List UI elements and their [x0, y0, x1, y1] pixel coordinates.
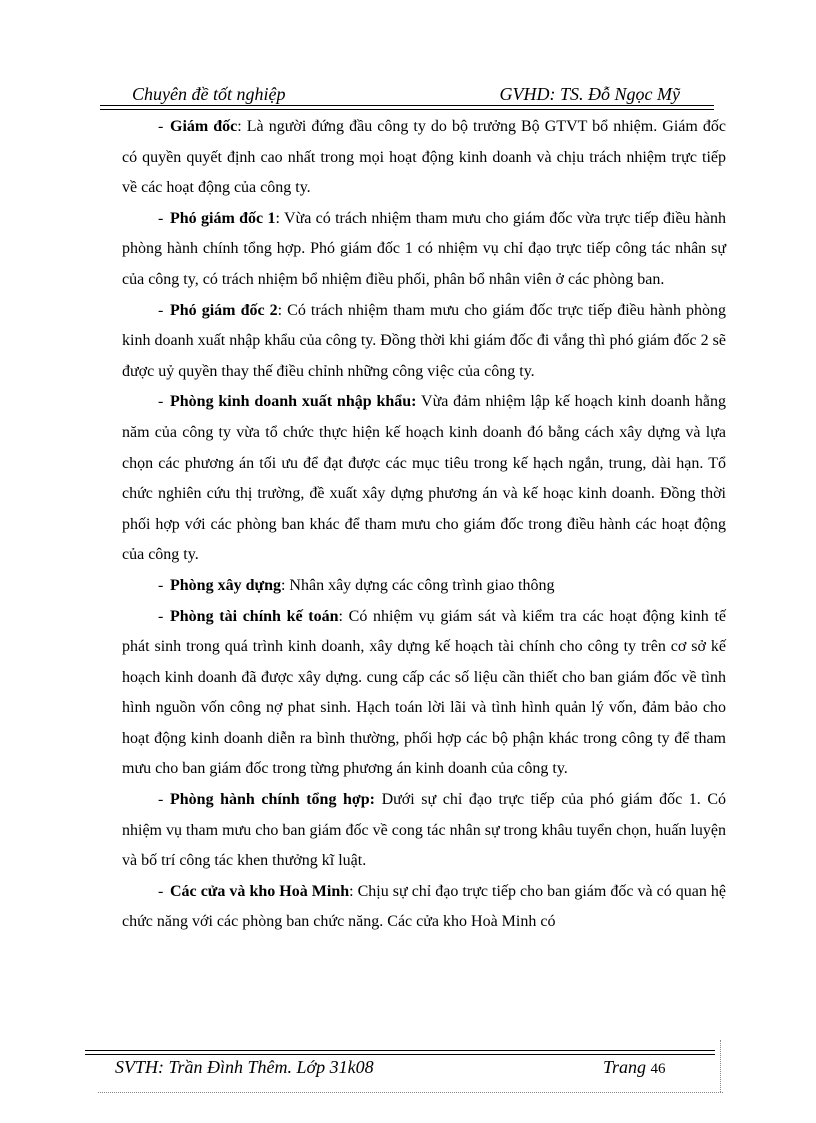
page-border-shadow — [720, 1040, 724, 1092]
page-header — [100, 80, 714, 106]
paragraph-pho-giam-doc-1: - Phó giám đốc 1: Vừa có trách nhiệm tham mưu cho giám đốc vừa trực tiếp điều hành phòng hành chính tổng hợp. Phó giám đốc 1 có nhiệm vụ chỉ đạo trực tiếp công tác nhân sự của công ty, có trách nhiệm bổ nhiệm điều phối, phân bổ nhân viên ở các phòng ban. — [122, 209, 726, 288]
header-rule — [100, 105, 714, 106]
term: Giám đốc — [170, 118, 238, 135]
page-number-label — [603, 1057, 666, 1078]
footer-rule — [85, 1050, 715, 1051]
term: Các cửa và kho Hoà Minh — [170, 882, 350, 900]
page-number: 46 — [650, 1061, 666, 1077]
term: Phó giám đốc 1 — [170, 209, 276, 227]
paragraph-text: : Là người đứng đầu công ty do bộ trưởng Bộ GTVT bổ nhiệm. Giám đốc có quyền quyết định cao nhất trong mọi hoạt động kinh doanh và chịu trách nhiệm trực tiếp về các hoạt động của công ty. — [122, 118, 726, 197]
paragraph-text: Dưới sự chỉ đạo trực tiếp của phó giám đốc 1. Có nhiệm vụ tham mưu cho ban giám đốc về cong tác nhân sự trong khâu tuyển chọn, huấn luyện và bố trí công tác khen thưởng kĩ luật. — [122, 791, 727, 870]
paragraph-text: Vừa đảm nhiệm lập kế hoạch kinh doanh hằng năm của công ty vừa tổ chức thực hiện kế hoạch kinh doanh đó bằng cách xây dựng và lựa chọn các phương án tối ưu để đạt được các mục tiêu trong kế hạch ngắn, trung, dài hạn. Tổ chức nghiên cứu thị trường, đề xuất xây dựng phương án và kế hoạc kinh doanh. Đồng thời phối hợp với các phòng ban khác để tham mưu cho giám đốc trong điều hành các hoạt động của công ty. — [122, 393, 726, 564]
paragraph-phong-kinh-doanh: - Phòng kinh doanh xuất nhập khẩu: Vừa đảm nhiệm lập kế hoạch kinh doanh hằng năm của công ty vừa tổ chức thực hiện kế hoạch kinh doanh đó bằng cách xây dựng và lựa chọn các phương án tối ưu để đạt được các mục tiêu trong kế hạch ngắn, trung, dài hạn. Tổ chức nghiên cứu thị trường, đề xuất xây dựng phương án và kế hoạc kinh doanh. Đồng thời phối hợp với các phòng ban khác để tham mưu cho giám đốc trong điều hành các hoạt động của công ty. — [122, 393, 726, 564]
paragraph-phong-tai-chinh: - Phòng tài chính kế toán: Có nhiệm vụ giám sát và kiểm tra các hoạt động kinh tế phát sinh trong quá trình kinh doanh, xây dựng kế hoạch tài chính cho công ty trên cơ sở kế hoạch kinh doanh đã được xây dựng. cung cấp các số liệu cần thiết cho ban giám đốc về tình hình nguồn vốn công nợ phat sinh. Hạch toán lời lãi và tình hình quản lý vốn, đảm bảo cho hoạt động kinh doanh diễn ra bình thường, phối hợp các bộ phận khác trong công ty để tham mưu cho ban giám đốc trong từng phương án kinh doanh của công ty. — [122, 607, 727, 778]
term: Phòng tài chính kế toán — [170, 607, 339, 625]
document-body — [122, 112, 726, 938]
page-footer — [115, 1055, 715, 1081]
paragraph-text: : Nhân xây dựng các công trình giao thông — [280, 576, 555, 594]
paragraph-cac-cua-kho: - Các cửa và kho Hoà Minh: Chịu sự chỉ đạo trực tiếp cho ban giám đốc và có quan hệ chức năng với các phòng ban chức năng. Các cửa kho Hoà Minh có — [122, 882, 726, 931]
footer-student: SVTH: Trần Đình Thêm. Lớp 31k08 — [115, 1057, 374, 1077]
paragraph-text: : Có trách nhiệm tham mưu cho giám đốc trực tiếp điều hành phòng kinh doanh xuất nhập khẩu của công ty. Đồng thời khi giám đốc đi vắng thì phó giám đốc 2 sẽ được uỷ quyền thay thế điều chỉnh những công việc của công ty. — [122, 301, 727, 380]
paragraph-text: : Có nhiệm vụ giám sát và kiểm tra các hoạt động kinh tế phát sinh trong quá trình kinh doanh, xây dựng kế hoạch tài chính cho công ty trên cơ sở kế hoạch kinh doanh đã được xây dựng. cung cấp các số liệu cần thiết cho ban giám đốc về tình hình nguồn vốn công nợ phat sinh. Hạch toán lời lãi và tình hình quản lý vốn, đảm bảo cho hoạt động kinh doanh diễn ra bình thường, phối hợp các bộ phận khác trong công ty để tham mưu cho ban giám đốc trong từng phương án kinh doanh của công ty. — [122, 607, 727, 778]
paragraph-phong-xay-dung: - Phòng xây dựng: Nhân xây dựng các công trình giao thông — [158, 576, 555, 594]
term: Phòng hành chính tổng hợp: — [170, 791, 375, 809]
term: Phòng kinh doanh xuất nhập khẩu: — [170, 393, 417, 411]
term: Phó giám đốc 2 — [170, 301, 278, 319]
paragraph-giam-doc: - Giám đốc: Là người đứng đầu công ty do bộ trưởng Bộ GTVT bổ nhiệm. Giám đốc có quyền quyết định cao nhất trong mọi hoạt động kinh doanh và chịu trách nhiệm trực tiếp về các hoạt động của công ty. — [122, 118, 726, 197]
header-advisor: GVHD: TS. Đỗ Ngọc Mỹ — [499, 84, 680, 104]
page-border-shadow — [98, 1092, 723, 1093]
header-rule — [100, 109, 714, 110]
term: Phòng xây dựng — [170, 576, 281, 594]
paragraph-text: : Vừa có trách nhiệm tham mưu cho giám đốc vừa trực tiếp điều hành phòng hành chính tổng hợp. Phó giám đốc 1 có nhiệm vụ chỉ đạo trực tiếp công tác nhân sự của công ty, có trách nhiệm bổ nhiệm điều phối, phân bổ nhân viên ở các phòng ban. — [122, 209, 726, 288]
paragraph-text: : Chịu sự chỉ đạo trực tiếp cho ban giám đốc và có quan hệ chức năng với các phòng ban chức năng. Các cửa kho Hoà Minh có — [122, 882, 726, 931]
header-title: Chuyên đề tốt nghiệp — [132, 84, 286, 104]
paragraph-pho-giam-doc-2: - Phó giám đốc 2: Có trách nhiệm tham mưu cho giám đốc trực tiếp điều hành phòng kinh doanh xuất nhập khẩu của công ty. Đồng thời khi giám đốc đi vắng thì phó giám đốc 2 sẽ được uỷ quyền thay thế điều chỉnh những công việc của công ty. — [122, 301, 727, 380]
paragraph-phong-hanh-chinh: - Phòng hành chính tổng hợp: Dưới sự chỉ đạo trực tiếp của phó giám đốc 1. Có nhiệm vụ tham mưu cho ban giám đốc về cong tác nhân sự trong khâu tuyển chọn, huấn luyện và bố trí công tác khen thưởng kĩ luật. — [122, 791, 727, 870]
page-label: Trang — [603, 1057, 647, 1077]
